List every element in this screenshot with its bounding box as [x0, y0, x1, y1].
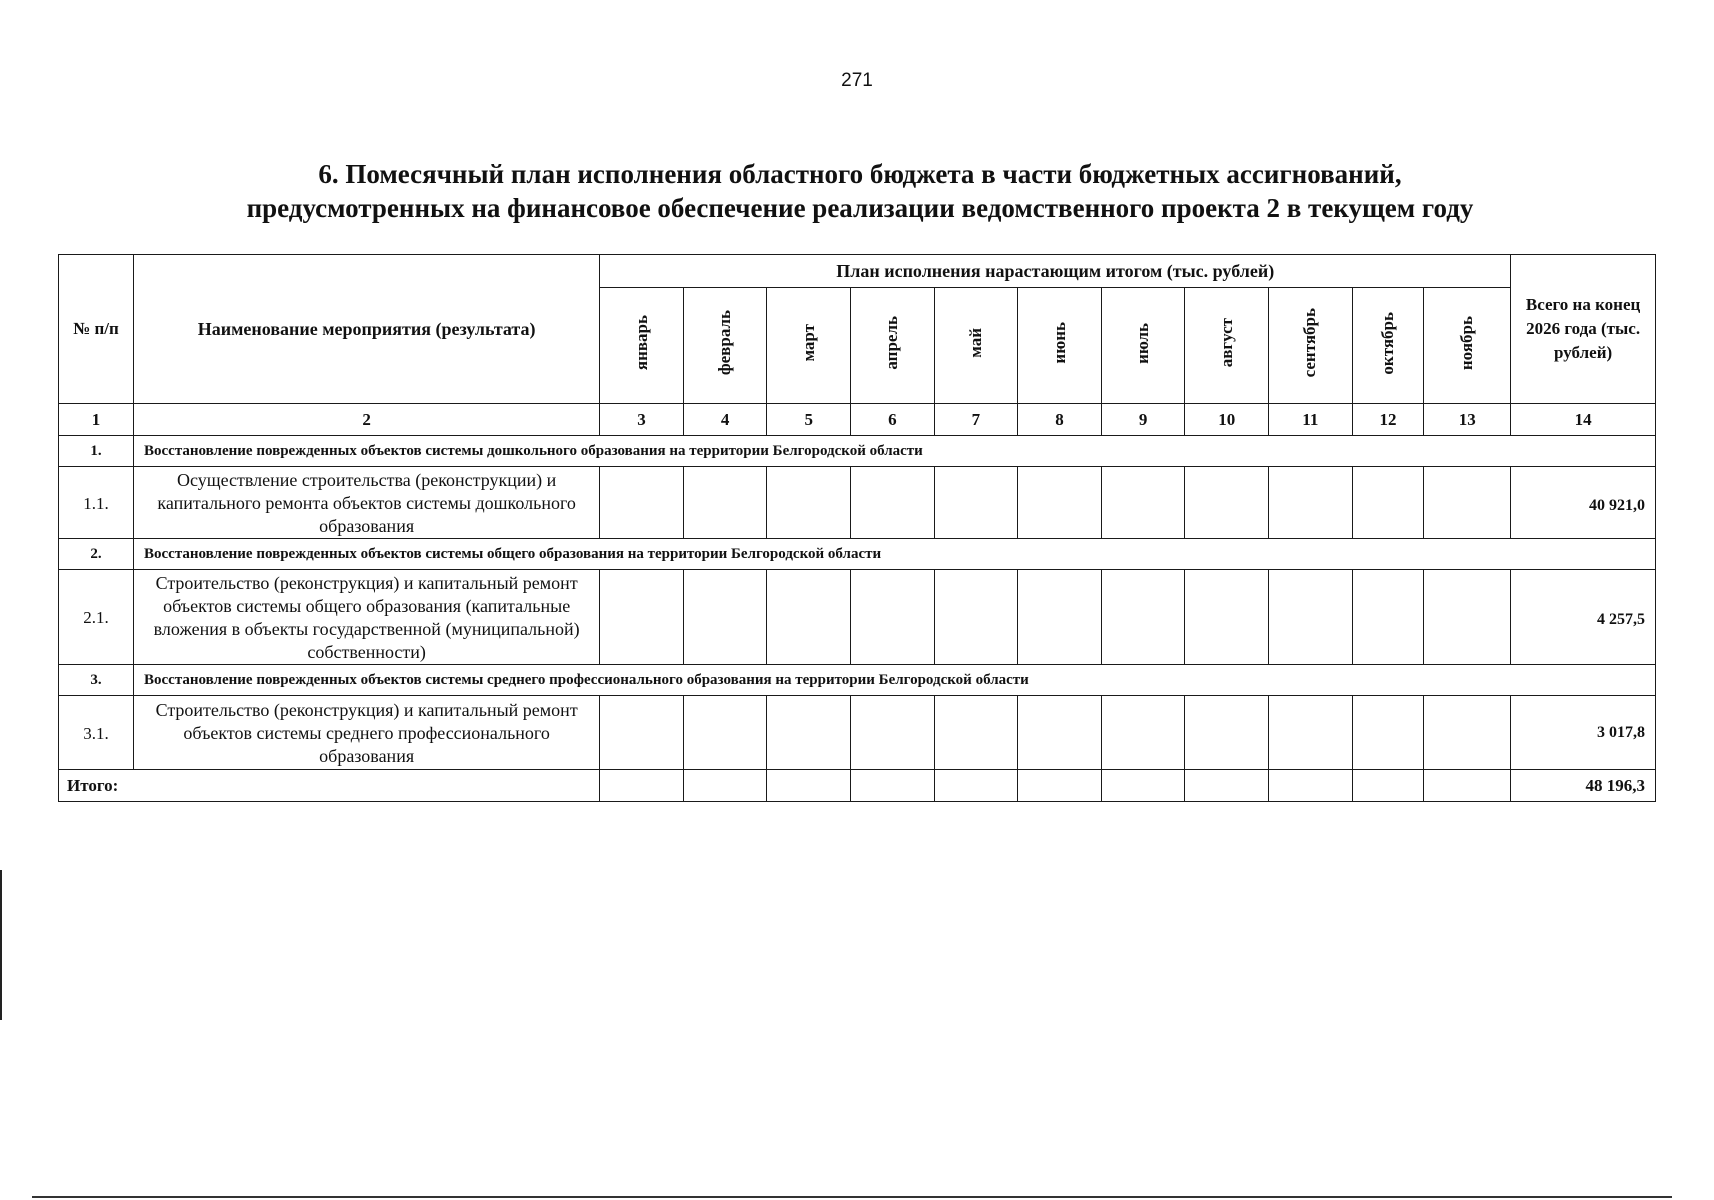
- month-value-cell: [600, 696, 684, 770]
- budget-plan-table: [58, 254, 1656, 802]
- title-line-2: предусмотренных на финансовое обеспечение реализации ведомственного проекта 2 в текущем году: [246, 193, 1474, 223]
- month-value-cell: [1185, 696, 1269, 770]
- column-number: 13: [1424, 404, 1511, 436]
- month-value-cell: [767, 467, 851, 539]
- section-row: [59, 539, 1656, 570]
- month-value-cell: [1352, 770, 1424, 802]
- section-number: 3.: [59, 665, 134, 696]
- month-value-cell: [1101, 467, 1185, 539]
- month-value-cell: [1269, 467, 1353, 539]
- column-number-row: [59, 404, 1656, 436]
- column-number: 8: [1018, 404, 1102, 436]
- item-total: 40 921,0: [1511, 467, 1656, 539]
- month-value-cell: [1424, 467, 1511, 539]
- item-number: 1.1.: [59, 467, 134, 539]
- month-label: май: [965, 328, 985, 358]
- header-total: Всего на конец 2026 года (тыс. рублей): [1511, 255, 1656, 404]
- month-value-cell: [1185, 570, 1269, 665]
- month-value-cell: [1269, 770, 1353, 802]
- month-header: [1424, 288, 1511, 404]
- month-value-cell: [683, 770, 767, 802]
- month-value-cell: [767, 696, 851, 770]
- month-value-cell: [1018, 570, 1102, 665]
- month-value-cell: [600, 570, 684, 665]
- header-name: Наименование мероприятия (результата): [134, 255, 600, 404]
- section-row: [59, 436, 1656, 467]
- scan-margin-mark: [0, 870, 2, 1020]
- month-header: [851, 288, 935, 404]
- column-number: 2: [134, 404, 600, 436]
- item-row: [59, 467, 1656, 539]
- month-value-cell: [767, 570, 851, 665]
- scan-bottom-edge: [32, 1196, 1672, 1198]
- month-header: [683, 288, 767, 404]
- column-number: 9: [1101, 404, 1185, 436]
- item-total: 4 257,5: [1511, 570, 1656, 665]
- month-value-cell: [851, 467, 935, 539]
- section-title: Восстановление поврежденных объектов системы общего образования на территории Белгородской области: [134, 539, 1656, 570]
- month-value-cell: [934, 467, 1018, 539]
- month-value-cell: [1185, 770, 1269, 802]
- month-value-cell: [1018, 770, 1102, 802]
- section-row: [59, 665, 1656, 696]
- column-number: 3: [600, 404, 684, 436]
- month-value-cell: [683, 570, 767, 665]
- month-value-cell: [683, 467, 767, 539]
- month-value-cell: [1424, 570, 1511, 665]
- item-total: 3 017,8: [1511, 696, 1656, 770]
- month-value-cell: [600, 467, 684, 539]
- month-value-cell: [1269, 696, 1353, 770]
- item-number: 3.1.: [59, 696, 134, 770]
- month-label: июнь: [1049, 322, 1069, 364]
- month-header: [1101, 288, 1185, 404]
- month-header: [934, 288, 1018, 404]
- document-title: [140, 157, 1580, 225]
- month-value-cell: [851, 770, 935, 802]
- month-header: [1018, 288, 1102, 404]
- month-label: ноябрь: [1457, 315, 1477, 371]
- month-header: [767, 288, 851, 404]
- column-number: 11: [1269, 404, 1353, 436]
- month-label: август: [1216, 318, 1236, 368]
- grand-total: 48 196,3: [1511, 770, 1656, 802]
- item-name: Осуществление строительства (реконструкции) и капитального ремонта объектов системы дошкольного образования: [134, 467, 600, 539]
- month-label: февраль: [715, 310, 735, 376]
- month-value-cell: [1269, 570, 1353, 665]
- column-number: 5: [767, 404, 851, 436]
- month-label: март: [798, 324, 818, 362]
- header-plan: План исполнения нарастающим итогом (тыс. рублей): [600, 255, 1511, 288]
- column-number: 10: [1185, 404, 1269, 436]
- month-value-cell: [1352, 696, 1424, 770]
- item-number: 2.1.: [59, 570, 134, 665]
- section-title: Восстановление поврежденных объектов системы дошкольного образования на территории Белгородской области: [134, 436, 1656, 467]
- item-name: Строительство (реконструкция) и капитальный ремонт объектов системы общего образования (капитальные вложения в объекты государственной (муниципальной) собственности): [134, 570, 600, 665]
- column-number: 4: [683, 404, 767, 436]
- item-row: [59, 696, 1656, 770]
- month-value-cell: [851, 570, 935, 665]
- section-number: 1.: [59, 436, 134, 467]
- title-line-1: 6. Помесячный план исполнения областного бюджета в части бюджетных ассигнований,: [318, 159, 1402, 189]
- month-value-cell: [1424, 770, 1511, 802]
- total-label: Итого:: [59, 770, 600, 802]
- column-number: 1: [59, 404, 134, 436]
- header-num: № п/п: [59, 255, 134, 404]
- section-number: 2.: [59, 539, 134, 570]
- month-value-cell: [934, 770, 1018, 802]
- month-label: январь: [631, 315, 651, 371]
- month-value-cell: [1352, 570, 1424, 665]
- page-number: 271: [841, 70, 873, 91]
- month-label: сентябрь: [1300, 308, 1320, 378]
- month-value-cell: [600, 770, 684, 802]
- month-header: [1269, 288, 1353, 404]
- month-value-cell: [934, 696, 1018, 770]
- month-value-cell: [934, 570, 1018, 665]
- month-value-cell: [683, 696, 767, 770]
- month-value-cell: [851, 696, 935, 770]
- month-value-cell: [1352, 467, 1424, 539]
- header-row-top: [59, 255, 1656, 288]
- month-value-cell: [1101, 570, 1185, 665]
- item-name: Строительство (реконструкция) и капитальный ремонт объектов системы среднего профессионального образования: [134, 696, 600, 770]
- section-title: Восстановление поврежденных объектов системы среднего профессионального образования на территории Белгородской области: [134, 665, 1656, 696]
- month-label: июль: [1133, 322, 1153, 364]
- month-header: [1352, 288, 1424, 404]
- month-value-cell: [1424, 696, 1511, 770]
- month-value-cell: [1018, 467, 1102, 539]
- month-header: [600, 288, 684, 404]
- month-label: апрель: [882, 316, 902, 370]
- month-header: [1185, 288, 1269, 404]
- month-value-cell: [767, 770, 851, 802]
- column-number: 14: [1511, 404, 1656, 436]
- month-value-cell: [1185, 467, 1269, 539]
- column-number: 12: [1352, 404, 1424, 436]
- month-value-cell: [1101, 770, 1185, 802]
- column-number: 7: [934, 404, 1018, 436]
- column-number: 6: [851, 404, 935, 436]
- month-label: октябрь: [1377, 311, 1397, 375]
- item-row: [59, 570, 1656, 665]
- total-row: [59, 770, 1656, 802]
- month-value-cell: [1018, 696, 1102, 770]
- month-value-cell: [1101, 696, 1185, 770]
